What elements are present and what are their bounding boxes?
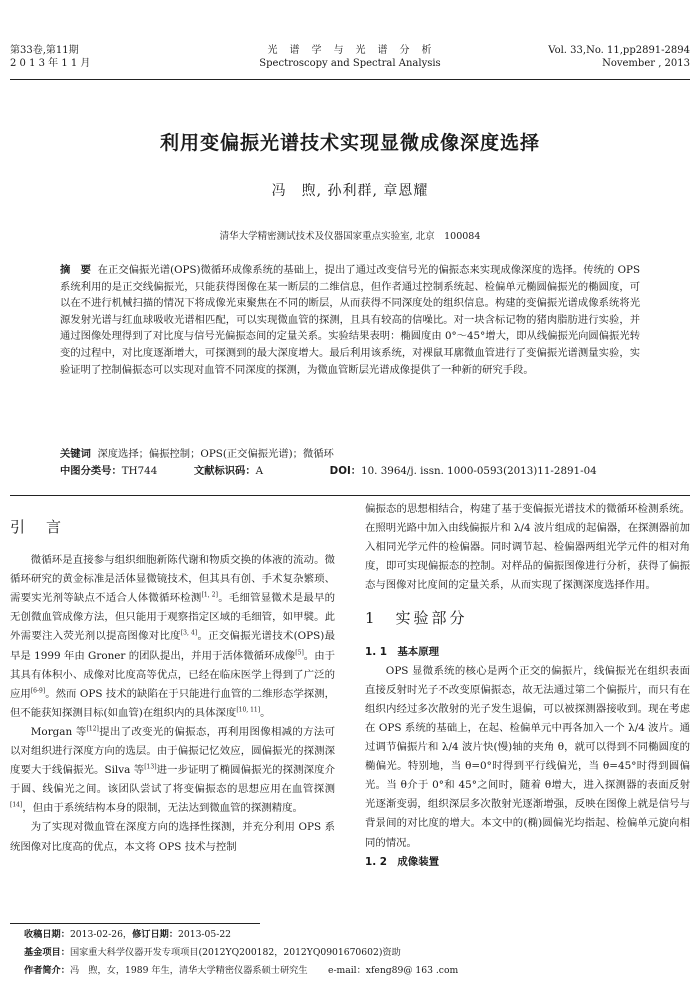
affiliation: 清华大学精密测试技术及仪器国家重点实验室, 北京 100084 (219, 231, 481, 242)
volume-issue: 第33卷,第11期 (10, 45, 79, 56)
author-email: e-mail：xfeng89@ 163 .com (328, 965, 459, 976)
section-1-heading: 1 实验部分 (365, 609, 468, 628)
header-rule (10, 79, 690, 80)
citation: [1, 2] (201, 591, 218, 599)
doc-code-value: A (255, 465, 264, 477)
doc-code-label: 文献标识码： (193, 465, 256, 477)
intro-continued: 偏振态的思想相结合，构建了基于变偏振光谱技术的微循环检测系统。在照明光路中加入由线偏振片和 λ/4 波片组成的起偏器，在探测器前加入相同光学元件的检偏器。同时调节起、检偏器两组光学元件的相对角度，即可实现偏振态的控制。对样品的偏振图像进行分析，获得了偏振态与图像对比度间的定量关系，从而实现了探测深度选择作用。 (365, 503, 690, 592)
citation: [13] (144, 763, 157, 771)
abstract-text: 在正交偏振光谱(OPS)微循环成像系统的基础上，提出了通过改变信号光的偏振态来实现成像深度的选择。传统的 OPS 系统利用的是正交线偏振光，只能获得图像在某一断层的二维信息，但作者通过控制系统起、检偏单元椭圆偏振光的椭圆度，可以在不进行机械扫描的情况下将成像光束聚焦在不同的断层，从而获得不同深度处的组织信息。构建的变偏振光谱成像系统将光源发射光谱与红血球吸收光谱相匹配，可以实现微血管的探测，且具有较高的信噪比。对一块含标记物的猪肉脂肪进行实验，并通过图像处理得到了对比度与信号光偏振态间的定量关系。实验结果表明：椭圆度由 0°～45°增大，即从线偏振光向圆偏振光转变的过程中，对比度逐渐增大，可探测到的最大深度增大。最后利用该系统，对裸鼠耳廓微血管进行了变偏振光谱测量实验，实验证明了控制偏振态可以实现对血管不同深度的探测，为微血管断层光谱成像提供了一种新的研究手段。 (60, 264, 641, 376)
issue-date-cn: 2 0 1 3 年 1 1 月 (10, 58, 91, 69)
abstract-label: 摘 要 (60, 264, 92, 276)
journal-pages-info (548, 44, 690, 70)
journal-title-cn: 光 谱 学 与 光 谱 分 析 (267, 45, 433, 56)
principle-paragraph: OPS 显微系统的核心是两个正交的偏振片，线偏振光在组织表面直接反射时光子不改变原偏振态，故无法通过第二个偏振片，而只有在组织内经过多次散射的光子发生退偏，可以被探测器接收到。现在考虑在 OPS 系统的基础上，在起、检偏单元中再各加入一个 λ/4 波片。通过调节偏振片和 λ/4 波片快(慢)轴的夹角 θ，就可以得到不同椭圆度的椭偏光。特别地，当 θ=0°时得到平行线偏光，当 θ=45°时得到圆偏光。当 θ介于 0°和 45°之间时，随着 θ增大，进入探测器的表面反射光逐渐变弱，组织深层多次散射光逐渐增强，反映在图像上就是信号与背景间的对比度的增大。本文中的(椭)圆偏光均指起、检偏单元旋向相同的情况。 (365, 664, 690, 849)
classification-line (60, 463, 660, 480)
citation: [3, 4] (180, 630, 198, 637)
citation: [10, 11] (236, 706, 261, 714)
paper-title: 利用变偏振光谱技术实现显微成像深度选择 (159, 132, 540, 154)
citation: [5] (295, 649, 304, 657)
keywords-text: 深度选择；偏振控制；OPS(正交偏振光谱)；微循环 (97, 448, 334, 460)
abstract-rule (10, 495, 690, 496)
intro-paragraph-3: 为了实现对微血管在深度方向的选择性探测，并充分利用 OPS 系统图像对比度高的优点，本文将 OPS 技术与控制 (10, 821, 335, 853)
funding-line: 基金项目：国家重大科学仪器开发专项项目(2012YQ200182，2012YQ0901670602)资助 (24, 947, 401, 958)
citation: [6-9] (30, 687, 46, 695)
intro-paragraph-2: Morgan 等[12]提出了改变光的偏振态，再利用图像相减的方法可以对组织进行深度方向的选层。由于偏振记忆效应，圆偏振光的探测深度要大于线偏振光。Silva 等[13]进一步证明了椭圆偏振光的探测深度介于圆、线偏光之间。该团队尝试了将变偏振态的思想应用在血管探测[14]，但由于系统结构本身的限制，无法达到微血管的探测精度。 (10, 725, 336, 815)
footnote-rule (10, 923, 260, 924)
citation: [12] (86, 725, 99, 733)
subsection-1-1-heading: 1. 1 基本原理 (365, 645, 439, 658)
revised-date: 2013-05-22 (178, 929, 232, 940)
received-date: 2013-02-26， (69, 929, 133, 940)
left-column (10, 508, 335, 857)
funding-text: 国家重大科学仪器开发专项项目(2012YQ200182，2012YQ0901670602)资助 (69, 947, 401, 958)
author-list: 冯 煦, 孙利群, 章恩耀 (271, 183, 429, 199)
keywords (60, 446, 660, 463)
citation: [14] (10, 801, 23, 809)
footnotes (24, 926, 684, 980)
clc-label: 中图分类号： (60, 465, 122, 477)
author-bio: 冯 煦，女，1989 年生，清华大学精密仪器系硕士研究生 (69, 965, 308, 976)
doi-value: 10. 3964/j. issn. 1000-0593(2013)11-2891-04 (361, 465, 597, 477)
doi-label: DOI： (329, 465, 362, 477)
volume-pages-en: Vol. 33,No. 11,pp2891-2894 (548, 45, 690, 56)
journal-title (200, 44, 500, 70)
clc-value: TH744 (121, 465, 158, 477)
journal-volume-info (10, 44, 90, 70)
intro-paragraph-1: 微循环是直接参与组织细胞新陈代谢和物质交换的体液的流动。微循环研究的黄金标准是活体显微镜技术，但其具有创、手术复杂繁琐、需要实光剂等缺点不适合人体微循环检测[1, 2]。毛细管显微术是最早的无创微血管成像方法，但只能用于观察指定区域的毛细管，如甲襞。此外需要注入荧光剂以提高图像对比度[3, 4]。正交偏振光谱技术(OPS)最早是 1999 年由 Groner 的团队提出，并用于活体微循环成像[5]。由于其具有体积小、成像对比度高等优点，已经在临床医学上得到了广泛的应用[6-9]。然而 OPS 技术的缺陷在于只能进行血管的二维形态学探测，但不能获知探测目标(如血管)在组织内的具体深度[10, 11]。 (10, 554, 336, 719)
journal-title-en: Spectroscopy and Spectral Analysis (259, 58, 441, 69)
abstract (60, 262, 640, 378)
dates-line: 收稿日期：2013-02-26，修订日期：2013-05-22 (24, 929, 232, 940)
keywords-label: 关键词 (60, 448, 91, 460)
issue-date-en: November , 2013 (602, 58, 690, 69)
intro-heading: 引 言 (10, 518, 65, 536)
author-bio-line: 作者简介：冯 煦，女，1989 年生，清华大学精密仪器系硕士研究生 e-mail：xfeng89@ 163 .com (24, 965, 459, 976)
subsection-1-2-heading: 1. 2 成像装置 (365, 855, 439, 868)
right-column (365, 500, 690, 872)
